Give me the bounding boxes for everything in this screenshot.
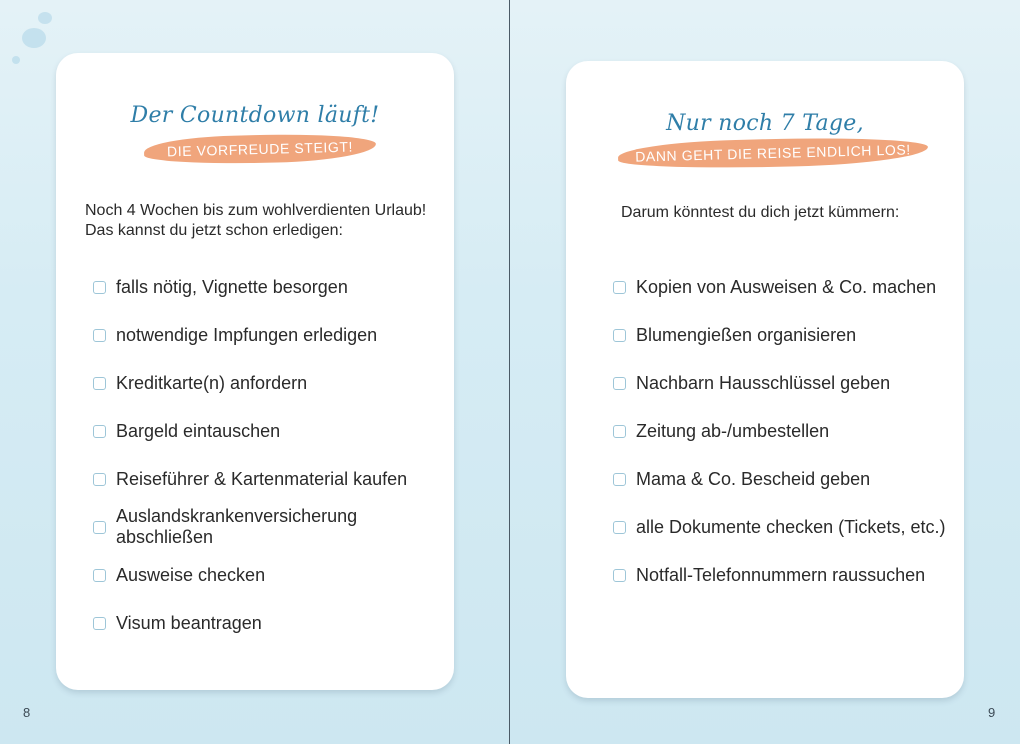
left-intro — [85, 201, 426, 241]
checklist-item[interactable] — [613, 407, 945, 455]
watercolor-splash — [38, 12, 52, 24]
checklist-item-label: notwendige Impfungen erledigen — [116, 324, 378, 345]
left-intro-line1: Noch 4 Wochen bis zum wohlverdienten Urlaub! — [85, 202, 427, 219]
checklist-item-label: Nachbarn Hausschlüssel geben — [636, 372, 891, 393]
checklist-item-label: Ausweise checken — [116, 564, 266, 585]
watercolor-splash — [22, 28, 46, 48]
watercolor-splash — [12, 56, 20, 64]
checkbox-icon[interactable] — [93, 425, 106, 438]
left-checklist — [93, 263, 454, 647]
checklist-item[interactable] — [613, 263, 945, 311]
checklist-item[interactable] — [613, 455, 945, 503]
checkbox-icon[interactable] — [93, 329, 106, 342]
right-card-subtitle: DANN GEHT DIE REISE ENDLICH LOS! — [634, 141, 911, 165]
checklist-item[interactable] — [93, 503, 454, 551]
right-card-title: Nur noch 7 Tage, — [666, 111, 864, 136]
checklist-item-label: Kreditkarte(n) anfordern — [116, 372, 308, 393]
checklist-item[interactable] — [93, 359, 454, 407]
checkbox-icon[interactable] — [93, 521, 106, 534]
checklist-item-label: Notfall-Telefonnummern raussuchen — [636, 564, 926, 585]
checkbox-icon[interactable] — [613, 377, 626, 390]
checklist-item-label: Kopien von Ausweisen & Co. machen — [636, 276, 937, 297]
page-number-left: 8 — [23, 705, 31, 720]
checklist-item[interactable] — [93, 551, 454, 599]
checklist-item-label: Bargeld eintauschen — [116, 420, 281, 441]
right-intro-line1: Darum könntest du dich jetzt kümmern: — [621, 204, 900, 221]
checklist-item-label: falls nötig, Vignette besorgen — [116, 276, 348, 297]
left-card-subtitle: DIE VORFREUDE STEIGT! — [166, 138, 354, 160]
checklist-item[interactable] — [613, 551, 945, 599]
checklist-item-label: Mama & Co. Bescheid geben — [636, 468, 871, 489]
right-intro — [621, 203, 899, 223]
checkbox-icon[interactable] — [613, 329, 626, 342]
checkbox-icon[interactable] — [613, 425, 626, 438]
checklist-item[interactable] — [93, 263, 454, 311]
right-checklist-card — [566, 61, 964, 698]
checkbox-icon[interactable] — [93, 569, 106, 582]
left-intro-line2: Das kannst du jetzt schon erledigen: — [85, 222, 343, 239]
book-spine — [509, 0, 510, 744]
checklist-item-label: Auslandskrankenversicherung abschließen — [116, 506, 358, 547]
checkbox-icon[interactable] — [613, 569, 626, 582]
checkbox-icon[interactable] — [93, 617, 106, 630]
checklist-item[interactable] — [93, 311, 454, 359]
left-brush-banner — [144, 132, 377, 166]
page-number-right: 9 — [988, 705, 996, 720]
left-checklist-card — [56, 53, 454, 690]
checklist-item[interactable] — [93, 599, 454, 647]
checklist-item-label: Reiseführer & Kartenmaterial kaufen — [116, 468, 408, 489]
checklist-item-label: alle Dokumente checken (Tickets, etc.) — [636, 516, 946, 537]
checkbox-icon[interactable] — [93, 281, 106, 294]
right-brush-banner — [618, 135, 929, 171]
checklist-item-label: Visum beantragen — [116, 612, 262, 633]
checklist-item-label: Zeitung ab-/umbestellen — [636, 420, 830, 441]
checklist-item[interactable] — [613, 503, 945, 551]
checklist-item[interactable] — [93, 455, 454, 503]
checklist-item[interactable] — [93, 407, 454, 455]
checklist-item[interactable] — [613, 359, 945, 407]
checklist-item[interactable] — [613, 311, 945, 359]
checklist-item-label: Blumengießen organisieren — [636, 324, 857, 345]
checkbox-icon[interactable] — [93, 473, 106, 486]
left-card-title: Der Countdown läuft! — [130, 103, 380, 128]
checkbox-icon[interactable] — [613, 521, 626, 534]
right-checklist — [613, 263, 945, 599]
checkbox-icon[interactable] — [613, 281, 626, 294]
checkbox-icon[interactable] — [613, 473, 626, 486]
checkbox-icon[interactable] — [93, 377, 106, 390]
